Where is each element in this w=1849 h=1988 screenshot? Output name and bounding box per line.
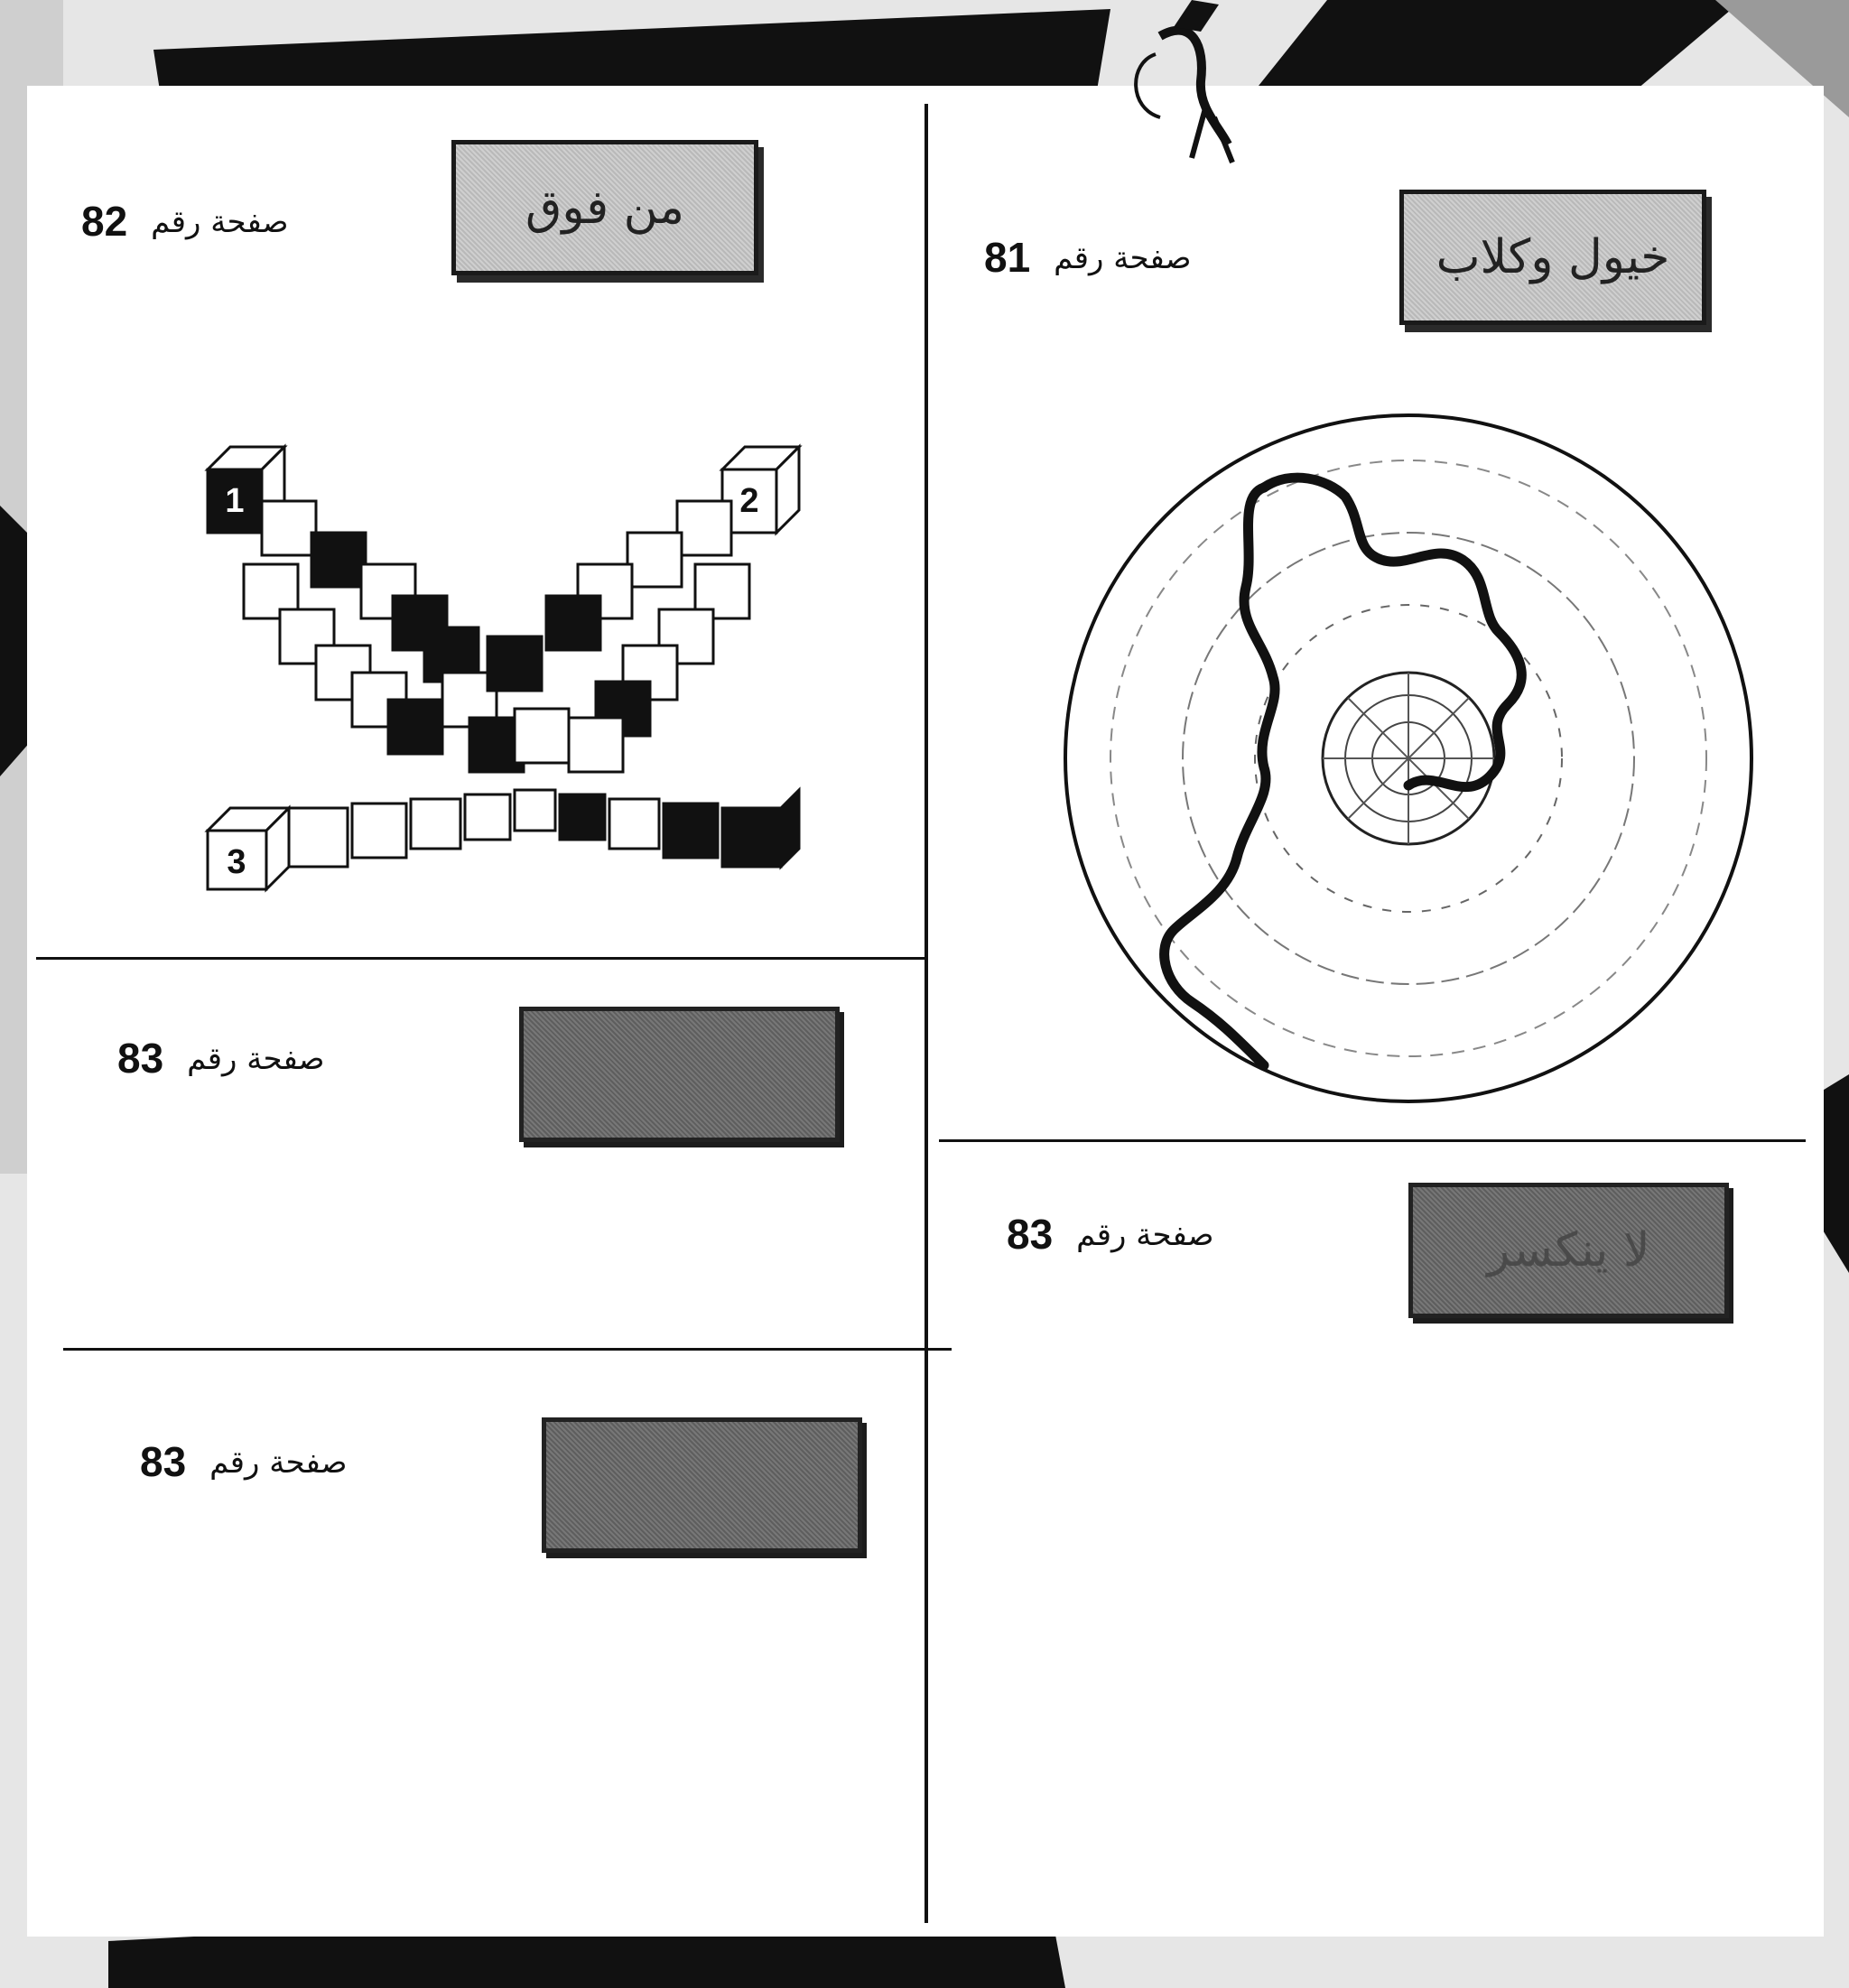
page-label: صفحة رقم [151,204,289,240]
page-reference [984,233,1192,282]
page-reference [81,197,289,246]
right-divider [939,1139,1806,1142]
page-label: صفحة رقم [187,1041,325,1077]
panel-title [542,1417,862,1553]
page-reference [117,1034,325,1082]
left-divider-2 [63,1348,952,1351]
cube-label-3: 3 [227,843,246,881]
page-label: صفحة رقم [209,1445,348,1481]
center-divider [924,104,928,1923]
page-label: صفحة رقم [1054,240,1192,276]
cube-structure-illustration [208,447,804,898]
page-number: 82 [81,198,128,245]
dragon-illustration [1120,0,1255,167]
panel-title [519,1007,840,1142]
panel-title: خيول وكلاب [1399,190,1706,325]
page-number: 83 [140,1438,187,1485]
cube-label-2: 2 [739,482,759,520]
page-number: 83 [1007,1211,1054,1258]
page-number: 83 [117,1035,164,1082]
page-number: 81 [984,234,1031,281]
page-reference [1007,1210,1214,1259]
horses-maze-illustration [1056,406,1761,1110]
page-label: صفحة رقم [1076,1217,1214,1253]
cube-label-1: 1 [225,482,245,520]
page-reference [140,1437,348,1486]
panel-title: لا ينكسر [1408,1183,1729,1318]
left-divider-1 [36,957,924,960]
panel-title: من فوق [451,140,758,275]
